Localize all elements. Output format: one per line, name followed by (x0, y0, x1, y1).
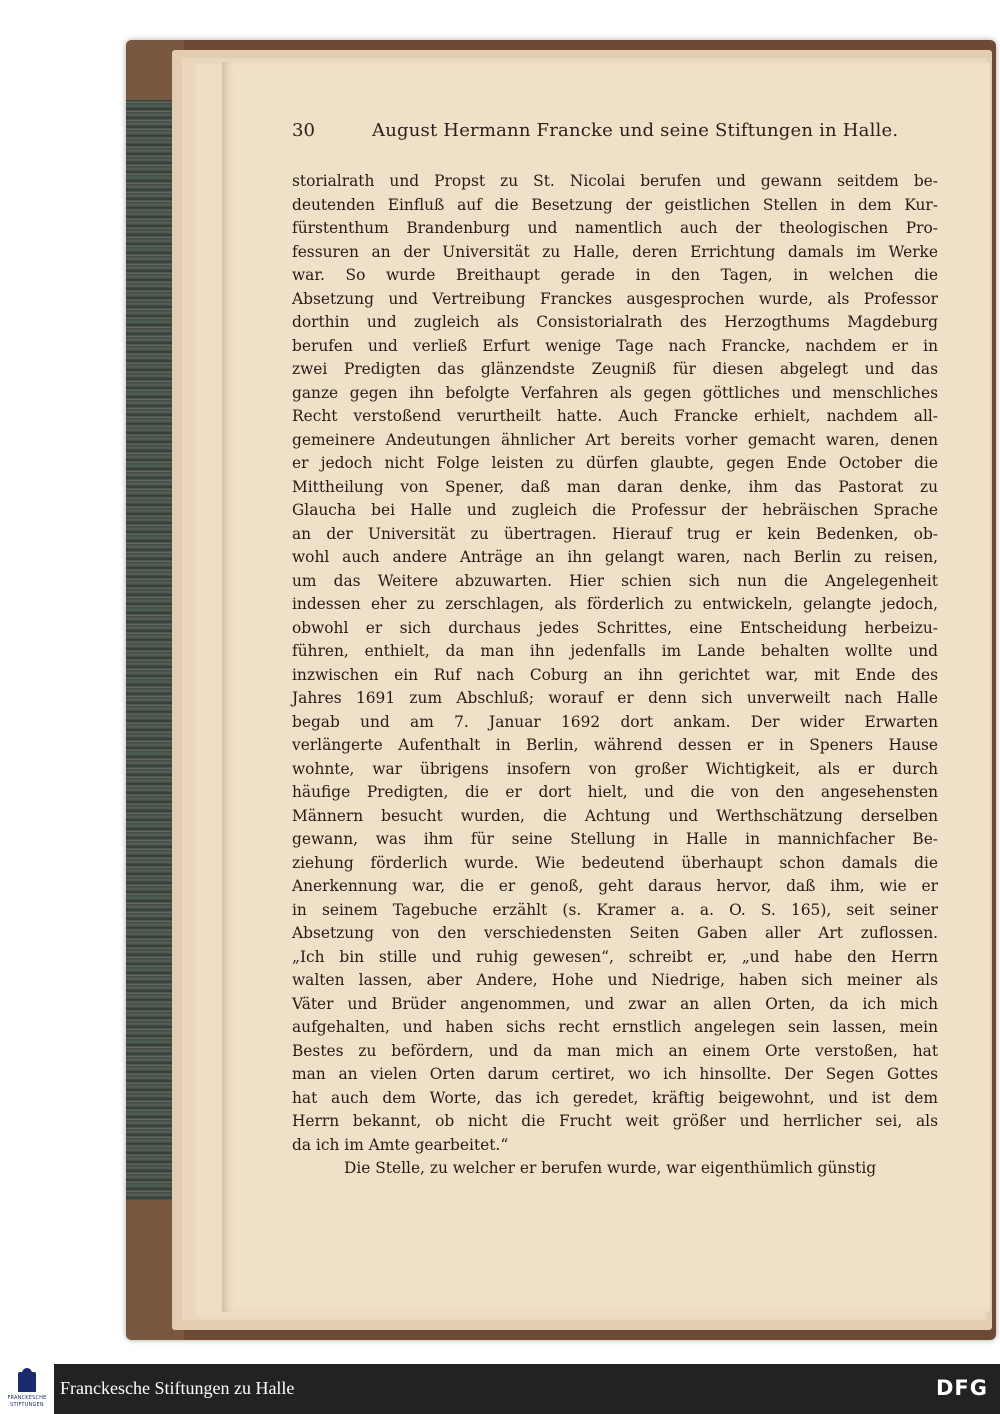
text-line: Männern besucht wurden, die Achtung und Werthschätzung derselben (292, 806, 938, 825)
institution-logo[interactable] (0, 1364, 54, 1414)
text-line: Die Stelle, zu welcher er berufen wurde, war eigenthümlich günstig (344, 1159, 877, 1177)
text-line: an der Universität zu übertragen. Hierauf trug er kein Bedenken, ob- (292, 524, 938, 543)
text-line: Mittheilung von Spener, daß man daran denke, ihm das Pastorat zu (292, 477, 938, 496)
text-line: dorthin und zugleich als Consistorialrath des Herzogthums Magdeburg (292, 313, 938, 331)
text-line: zwei Predigten das glänzendste Zeugniß für diesen abgelegt und das (292, 360, 938, 378)
logo-building-icon (18, 1372, 36, 1392)
text-line: in seinem Tagebuche erzählt (s. Kramer a. a. O. S. 165), seit seiner (292, 900, 938, 919)
dfg-logo[interactable]: DFG (936, 1376, 989, 1400)
text-line: war. So wurde Breithaupt gerade in den Tagen, in welchen die (292, 266, 938, 284)
text-line: Herrn bekannt, ob nicht die Frucht weit größer und herrlicher sei, als (292, 1112, 938, 1130)
text-line: wohl auch andere Anträge an ihn gelangt waren, nach Berlin zu reisen, (292, 548, 938, 566)
page-number: 30 (292, 120, 315, 141)
text-line: obwohl er sich durchaus jedes Schrittes, eine Entscheidung herbeizu- (292, 618, 938, 637)
text-line: gewann, was ihm für seine Stellung in Halle in mannichfacher Be- (292, 830, 938, 848)
text-line: inzwischen ein Ruf nach Coburg an ihn gerichtet war, mit Ende des (292, 665, 938, 684)
text-line: Glaucha bei Halle und zugleich die Professur der hebräischen Sprache (292, 501, 938, 519)
text-line: Absetzung und Vertreibung Franckes ausgesprochen wurde, als Professor (292, 289, 938, 308)
text-line: um das Weitere abzuwarten. Hier schien sich nun die Angelegenheit (292, 571, 938, 590)
text-line: er jedoch nicht Folge leisten zu dürfen glaubte, gegen Ende October die (292, 454, 938, 472)
institution-name: Franckesche Stiftungen zu Halle (60, 1378, 295, 1398)
text-line: Väter und Brüder angenommen, und zwar an allen Orten, da ich mich (292, 994, 938, 1013)
text-line: hat auch dem Worte, das ich geredet, kräftig beigewohnt, und ist dem (292, 1088, 938, 1107)
text-line: ziehung förderlich wurde. Wie bedeutend überhaupt schon damals die (292, 853, 938, 872)
text-line: man an vielen Orten darum certiret, wo ich hinsollte. Der Segen Gottes (292, 1065, 938, 1083)
text-line: fürstenthum Brandenburg und namentlich auch der theologischen Pro- (292, 219, 938, 237)
running-head (292, 120, 944, 150)
text-line: indessen eher zu zerschlagen, als förderlich zu entwickeln, gelangte jedoch, (292, 595, 938, 613)
body-text (292, 170, 938, 1181)
text-line: berufen und verließ Erfurt wenige Tage nach Francke, nachdem er in (292, 336, 938, 355)
text-line: ganze gegen ihn befolgte Verfahren als gegen göttliches und menschliches (292, 383, 938, 402)
text-line: storialrath und Propst zu St. Nicolai berufen und gewann seitdem be- (292, 172, 938, 190)
text-line: Absetzung von den verschiedensten Seiten Gaben aller Art zuflossen. (292, 924, 938, 942)
text-line: „Ich bin stille und ruhig gewesen“, schreibt er, „und habe den Herrn (292, 947, 938, 966)
text-line: Bestes zu befördern, und da man mich an einem Orte verstoßen, hat (292, 1041, 938, 1060)
text-line: häufige Predigten, die er dort hielt, und die von den angesehensten (292, 783, 938, 801)
text-line: gemeinere Andeutungen ähnlicher Art bereits vorher gemacht waren, denen (292, 430, 938, 449)
text-line: da ich im Amte gearbeitet.“ (292, 1135, 509, 1154)
text-line: deutenden Einfluß auf die Besetzung der geistlichen Stellen in dem Kur- (292, 195, 938, 214)
text-line: fessuren an der Universität zu Halle, deren Errichtung damals im Werke (292, 242, 938, 261)
text-line: walten lassen, aber Andere, Hohe und Niedrige, haben sich meiner als (292, 971, 938, 989)
text-line: verlängerte Aufenthalt in Berlin, während dessen er in Speners Hause (292, 736, 938, 754)
text-line: Jahres 1691 zum Abschluß; worauf er denn sich unverweilt nach Halle (292, 689, 938, 707)
text-line: wohnte, war übrigens insofern von großer Wichtigkeit, als er durch (292, 759, 938, 778)
header-title: August Hermann Francke und seine Stiftungen in Halle. (372, 120, 899, 141)
text-line: aufgehalten, und haben sichs recht ernstlich angelegen sein lassen, mein (292, 1018, 938, 1036)
text-line: Recht verstoßend verurtheilt hatte. Auch Francke erhielt, nachdem all- (292, 407, 938, 425)
footer-bar (0, 1364, 1000, 1414)
logo-label: FRANCKESCHE STIFTUNGEN (7, 1395, 47, 1408)
text-line: Anerkennung war, die er genoß, geht daraus hervor, daß ihm, wie er (292, 877, 938, 895)
text-line: begab und am 7. Januar 1692 dort ankam. Der wider Erwarten (292, 712, 938, 731)
text-line: führen, enthielt, da man ihn jedenfalls im Lande behalten wollte und (292, 642, 938, 660)
